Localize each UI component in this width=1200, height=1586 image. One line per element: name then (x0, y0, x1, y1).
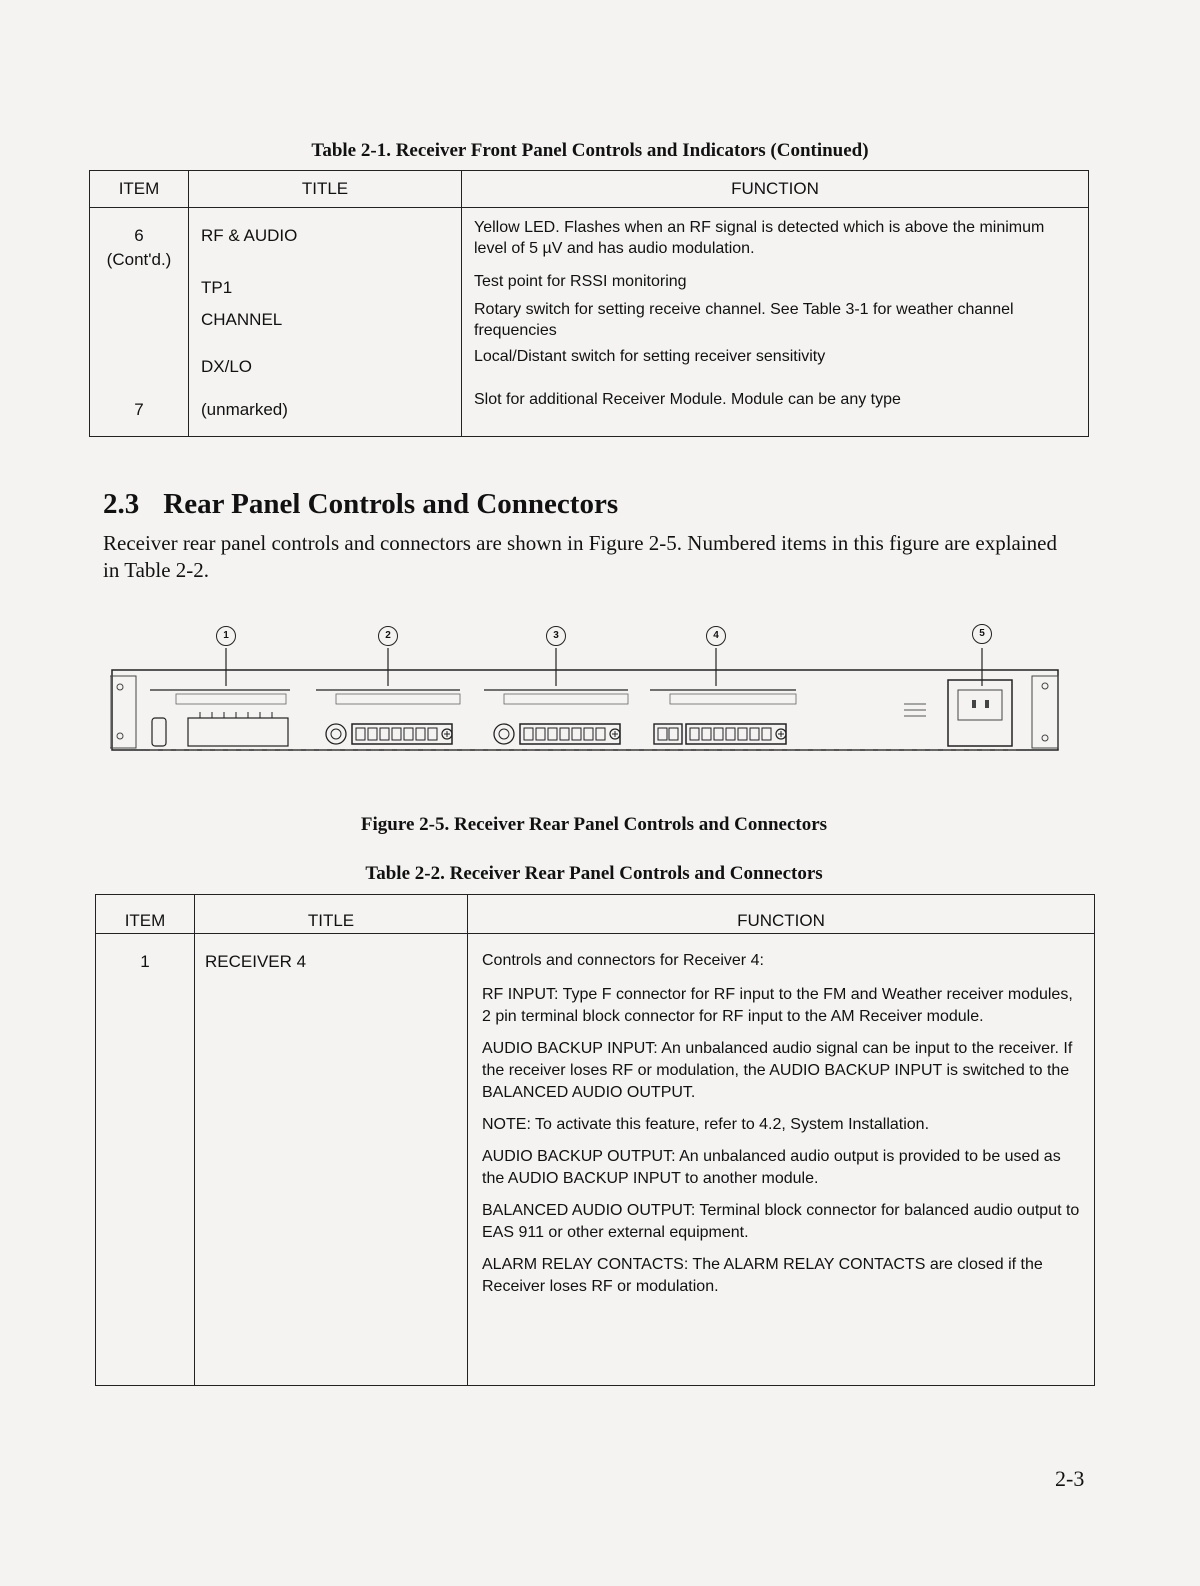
table2-function-rf-input: RF INPUT: Type F connector for RF input to the FM and Weather receiver modules, 2 pin terminal block connector for RF input to the AM Receiver module. (482, 986, 1073, 1025)
table1-function-dxlo: Local/Distant switch for setting receiver sensitivity (474, 348, 826, 365)
callout-4: 4 (706, 626, 726, 646)
receiver-3-slot (316, 690, 460, 744)
callout-leaders (226, 648, 982, 686)
table2-function-audio-backup-output: AUDIO BACKUP OUTPUT: An unbalanced audio output is provided to be used as the AUDIO BACKUP INPUT to another module. (482, 1148, 1061, 1187)
table1-title-rf-audio: RF & AUDIO (201, 226, 298, 245)
section-heading (103, 488, 618, 521)
callout-1: 1 (216, 626, 236, 646)
receiver-1-slot (650, 690, 796, 744)
right-rack-ear (1032, 676, 1058, 748)
section-title: Rear Panel Controls and Connectors (163, 488, 619, 520)
mount-hole-icon (117, 684, 123, 690)
table1-caption: Table 2-1. Receiver Front Panel Controls and Indicators (Continued) (311, 140, 869, 161)
table2-caption: Table 2-2. Receiver Rear Panel Controls and Connectors (365, 863, 823, 884)
table1-header-function: FUNCTION (462, 171, 1089, 208)
table1-item-6: 6 (134, 226, 144, 245)
table2-function-audio-backup-input: AUDIO BACKUP INPUT: An unbalanced audio signal can be input to the receiver. If the receiver loses RF or modulation, the AUDIO BACKUP INPUT is switched to the BALANCED AUDIO OUTPUT. (482, 1040, 1073, 1101)
table-row (96, 934, 1095, 1386)
table1-title-dxlo: DX/LO (201, 357, 253, 376)
table1-function-unmarked: Slot for additional Receiver Module. Module can be any type (474, 391, 901, 408)
mount-hole-icon (117, 733, 123, 739)
table1-function-channel: Rotary switch for setting receive channel. See Table 3-1 for weather channel frequencies (474, 301, 1014, 339)
terminal-block (188, 718, 288, 746)
callout-2: 2 (378, 626, 398, 646)
table1 (89, 170, 1089, 437)
table1-item-cell (90, 208, 189, 437)
table1-item-6-sub: (Cont'd.) (106, 250, 172, 269)
table1-function-rf-audio: Yellow LED. Flashes when an RF signal is detected which is above the minimum level of 5 µV and has audio modulation. (474, 219, 1045, 257)
page-number: 2-3 (1055, 1466, 1085, 1491)
table2-header-title: TITLE (195, 895, 468, 934)
table2-function-balanced-audio-output: BALANCED AUDIO OUTPUT: Terminal block connector for balanced audio output to EAS 911 or other external equipment. (482, 1202, 1080, 1241)
table1-title-unmarked: (unmarked) (201, 400, 288, 419)
table2-header-function: FUNCTION (468, 895, 1095, 934)
table2-function-cell (468, 934, 1095, 1386)
receiver-2-slot (484, 690, 628, 744)
callout-3: 3 (546, 626, 566, 646)
receiver-4-slot (150, 690, 290, 746)
table2-function-note: NOTE: To activate this feature, refer to 4.2, System Installation. (482, 1116, 930, 1133)
table1-title-cell (189, 208, 462, 437)
table2-header-row (96, 895, 1095, 934)
type-f-connector-icon (494, 724, 514, 744)
table1-title-tp1: TP1 (201, 278, 233, 297)
table2-item: 1 (96, 934, 195, 1386)
table1-item-7: 7 (134, 400, 144, 419)
callout-5: 5 (972, 624, 992, 644)
table1-header-item: ITEM (90, 171, 189, 208)
table2-function-intro: Controls and connectors for Receiver 4: (482, 952, 764, 969)
table1-header-row (90, 171, 1089, 208)
rf-input-terminal (152, 718, 166, 746)
type-f-connector-icon (326, 724, 346, 744)
table2-header-item: ITEM (96, 895, 195, 934)
section-number: 2.3 (103, 488, 140, 520)
table1-header-title: TITLE (189, 171, 462, 208)
table1-title-channel: CHANNEL (201, 310, 283, 329)
table2 (95, 894, 1095, 1386)
figure-caption: Figure 2-5. Receiver Rear Panel Controls and Connectors (360, 814, 828, 835)
power-section (904, 680, 1012, 746)
table2-title: RECEIVER 4 (195, 934, 468, 1386)
mount-hole-icon (1042, 735, 1048, 741)
mount-hole-icon (1042, 683, 1048, 689)
table-row (90, 208, 1089, 437)
section-paragraph: Receiver rear panel controls and connectors are shown in Figure 2-5. Numbered items in this figure are explained in Table 2-2. (103, 531, 1058, 582)
table2-function-alarm-relay: ALARM RELAY CONTACTS: The ALARM RELAY CONTACTS are closed if the Receiver loses RF or modulation. (482, 1256, 1043, 1295)
rear-panel-drawing (110, 620, 1070, 760)
rear-panel-figure (110, 620, 1070, 760)
table1-function-tp1: Test point for RSSI monitoring (474, 273, 687, 290)
table1-function-cell (462, 208, 1089, 437)
